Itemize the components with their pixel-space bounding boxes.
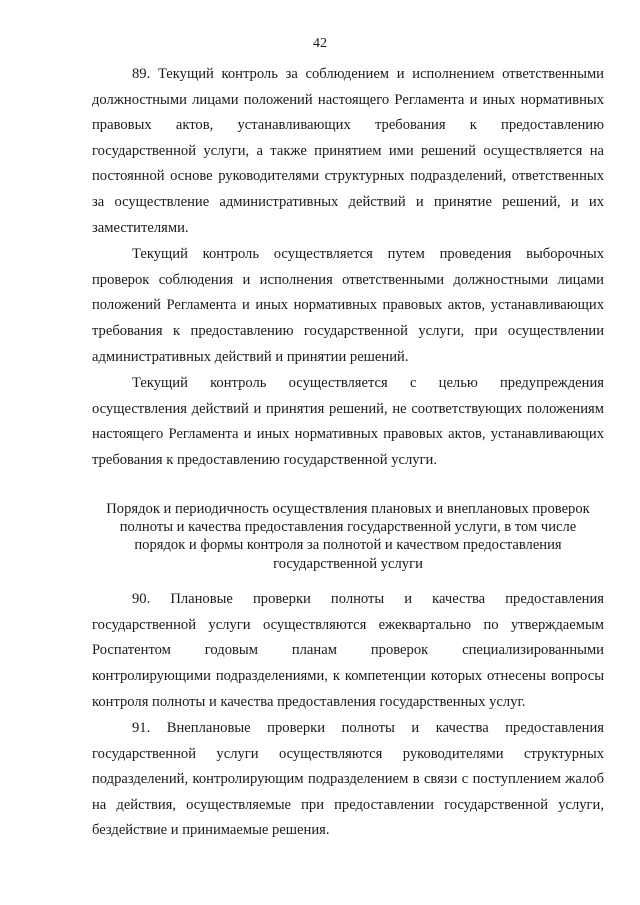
paragraph-91: 91. Внеплановые проверки полноты и качества предоставления государственной услуги осуществляются руководителями структурных подразделений, контролирующим подразделением в связи с поступлением жалоб на действия, осуществляемые при предоставлении государственной услуги, бездействие и принимаемые решения.	[92, 720, 604, 839]
section-heading: Порядок и периодичность осуществления плановых и внеплановых проверок полноты и качества предоставления государственной услуги, в том числе порядок и формы контроля за полнотой и качеством предоставления государственной услуги	[106, 500, 590, 572]
document-body	[92, 62, 604, 844]
paragraph-current-control-purpose: Текущий контроль осуществляется с целью предупреждения осуществления действий и принятия решений, не соответствующих положениям настоящего Регламента и иных нормативных правовых актов, устанавливающих требования к предоставлению государственной услуги.	[92, 375, 604, 468]
paragraph-90: 90. Плановые проверки полноты и качества предоставления государственной услуги осуществляются ежеквартально по утверждаемым Роспатентом годовым планам проверок специализированными контролирующими подразделениями, к компетенции которых отнесены вопросы контроля полноты и качества предоставления государственных услуг.	[92, 591, 604, 710]
paragraph-89: 89. Текущий контроль за соблюдением и исполнением ответственными должностными лицами положений настоящего Регламента и иных нормативных правовых актов, устанавливающих требования к предоставлению государственной услуги, а также принятием ими решений осуществляется на постоянной основе руководителями структурных подразделений, ответственных за осуществление административных действий и принятие решений, и их заместителями.	[92, 66, 604, 236]
page-number: 42	[313, 36, 327, 51]
paragraph-current-control-method: Текущий контроль осуществляется путем проведения выборочных проверок соблюдения и исполнения ответственными должностными лицами положений Регламента и иных нормативных правовых актов, устанавливающих требования к предоставлению государственной услуги, при осуществлении административных действий и принятии решений.	[92, 246, 604, 365]
